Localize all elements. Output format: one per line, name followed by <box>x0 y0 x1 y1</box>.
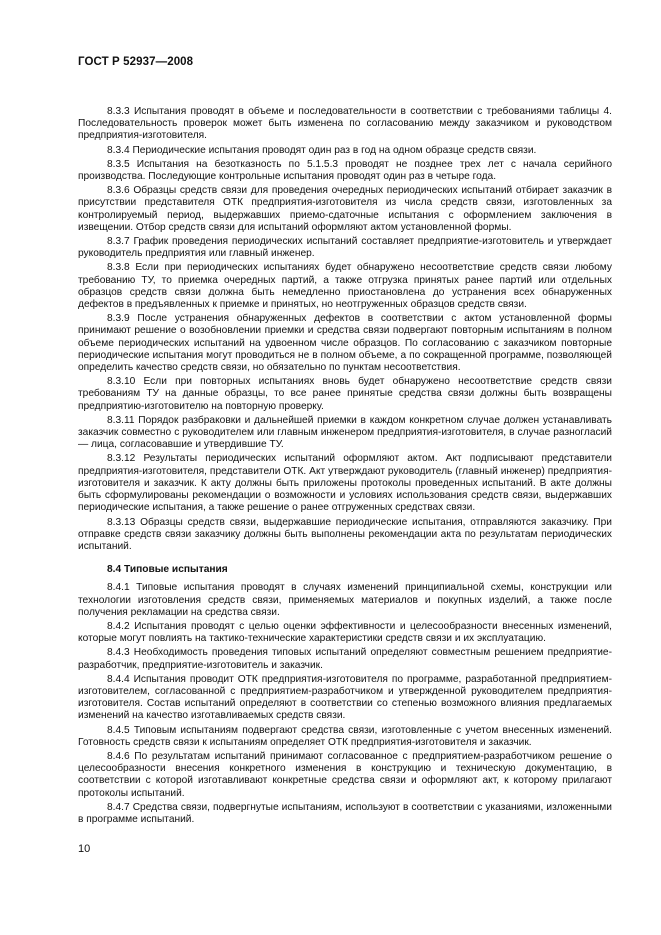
paragraph-8-4-5: 8.4.5 Типовым испытаниям подвергают средства связи, изготовленные с учетом внесенных изменений. Готовность средств связи к испытаниям определяет ОТК предприятия-изготовителя и заказчик. <box>78 724 612 748</box>
paragraph-8-3-9: 8.3.9 После устранения обнаруженных дефектов в соответствии с актом установленной формы принимают решение о возобновлении приемки и средства связи подвергают повторным испытаниям в полном объеме периодических испытаний на удвоенном числе образцов. По согласованию с заказчиком повторные периодические испытания могут проводиться не в полном объеме, а по сокращенной программе, позволяющей определить качество средств связи, но обязательно по пунктам несоответствия. <box>78 313 612 374</box>
paragraph-8-3-5: 8.3.5 Испытания на безотказность по 5.1.5.3 проводят не позднее трех лет с начала серийного производства. Последующие контрольные испытания проводят один раз в четыре года. <box>78 158 612 183</box>
paragraph-8-3-13: 8.3.13 Образцы средств связи, выдержавшие периодические испытания, отправляются заказчику. При отправке средств связи заказчику должны быть выполнены рекомендации акта по результатам периодических испытаний. <box>78 516 612 552</box>
paragraph-8-3-7: 8.3.7 График проведения периодических испытаний составляет предприятие-изготовитель и утверждает руководитель предприятия или главный инженер. <box>78 236 612 260</box>
paragraph-8-3-6: 8.3.6 Образцы средств связи для проведения очередных периодических испытаний отбирает заказчик в присутствии представителя ОТК предприятия-изготовителя из числа средств связи, изготовленных за контролируемый период, выдержавших приемо-сдаточные испытания с оформлением заключения в извещении. Отбор средств связи для испытаний оформляют актом установленной формы. <box>78 185 612 233</box>
paragraph-8-4-1: 8.4.1 Типовые испытания проводят в случаях изменений принципиальной схемы, конструкции или технологии изготовления средств связи, применяемых материалов и покупных изделий, а также после получения рекламации на средства связи. <box>78 582 612 618</box>
document-body <box>78 106 612 828</box>
paragraph-8-4-3: 8.4.3 Необходимость проведения типовых испытаний определяют совместным решением предприятие-разработчик, предприятие-изготовитель и заказчик. <box>78 647 612 671</box>
section-heading-8-4: 8.4 Типовые испытания <box>107 564 228 576</box>
page-number: 10 <box>78 843 91 855</box>
paragraph-8-4-7: 8.4.7 Средства связи, подвергнутые испытаниям, используют в соответствии с указаниями, изложенными в программе испытаний. <box>78 801 612 825</box>
paragraph-8-3-4: 8.3.4 Периодические испытания проводят один раз в год на одном образце средств связи. <box>107 144 537 156</box>
document-header: ГОСТ Р 52937—2008 <box>78 56 194 68</box>
paragraph-8-3-11: 8.3.11 Порядок разбраковки и дальнейшей приемки в каждом конкретном случае должен устанавливать заказчик совместно с руководителем или главным инженером предприятия-изготовителя, в случае разногласий — лица, согласовавшие и утвердившие ТУ. <box>78 414 612 451</box>
paragraph-8-4-6: 8.4.6 По результатам испытаний принимают согласованное с предприятием-разработчиком решение о целесообразности внесения конкретного изменения в конструкцию и техническую документацию, в соответствии с которой изготавливают конкретные средства связи и оформляют акт, к которому прилагают протоколы испытаний. <box>78 750 612 799</box>
paragraph-8-4-4: 8.4.4 Испытания проводит ОТК предприятия-изготовителя по программе, разработанной предприятием-изготовителем, согласованной с предприятием-разработчиком и утвержденной руководителем предприятия-изготовителя. Состав испытаний определяют в соответствии со степенью возможного влияния предлагаемых изменений на качество изготавливаемых средств связи. <box>78 673 612 722</box>
paragraph-8-4-2: 8.4.2 Испытания проводят с целью оценки эффективности и целесообразности внесенных изменений, которые могут повлиять на тактико-технические характеристики средств связи и их эксплуатацию. <box>78 620 612 645</box>
paragraph-8-3-12: 8.3.12 Результаты периодических испытаний оформляют актом. Акт подписывают представители предприятия-изготовителя, представители ОТК. Акт утверждают руководитель (главный инженер) предприятия-изготовителя и заказчик. К акту должны быть приложены протоколы проведенных испытаний. В акте должны быть сформулированы рекомендации о возможности и условиях использования средств связи, выдержавших периодические испытания, а также решение о ранее отгруженных средствах связи. <box>78 453 612 514</box>
paragraph-8-3-3: 8.3.3 Испытания проводят в объеме и последовательности в соответствии с требованиями таблицы 4. Последовательность проверок может быть изменена по согласованию между заказчиком и руководством предприятия-изготовителя. <box>78 106 612 142</box>
paragraph-8-3-10: 8.3.10 Если при повторных испытаниях вновь будет обнаружено несоответствие средств связи требованиям ТУ на данные образцы, то все ранее принятые средства связи должны быть возвращены предприятию-изготовителю на повторную проверку. <box>78 376 612 412</box>
paragraph-8-3-8: 8.3.8 Если при периодических испытаниях будет обнаружено несоответствие средств связи любому требованию ТУ, то приемка очередных партий, а также отгрузка принятых ранее партий или отдельных образцов средств связи должна быть немедленно приостановлена до устранения всех обнаруженных дефектов в предъявленных к приемке и принятых, но неотгруженных образцов средств связи. <box>78 262 612 311</box>
